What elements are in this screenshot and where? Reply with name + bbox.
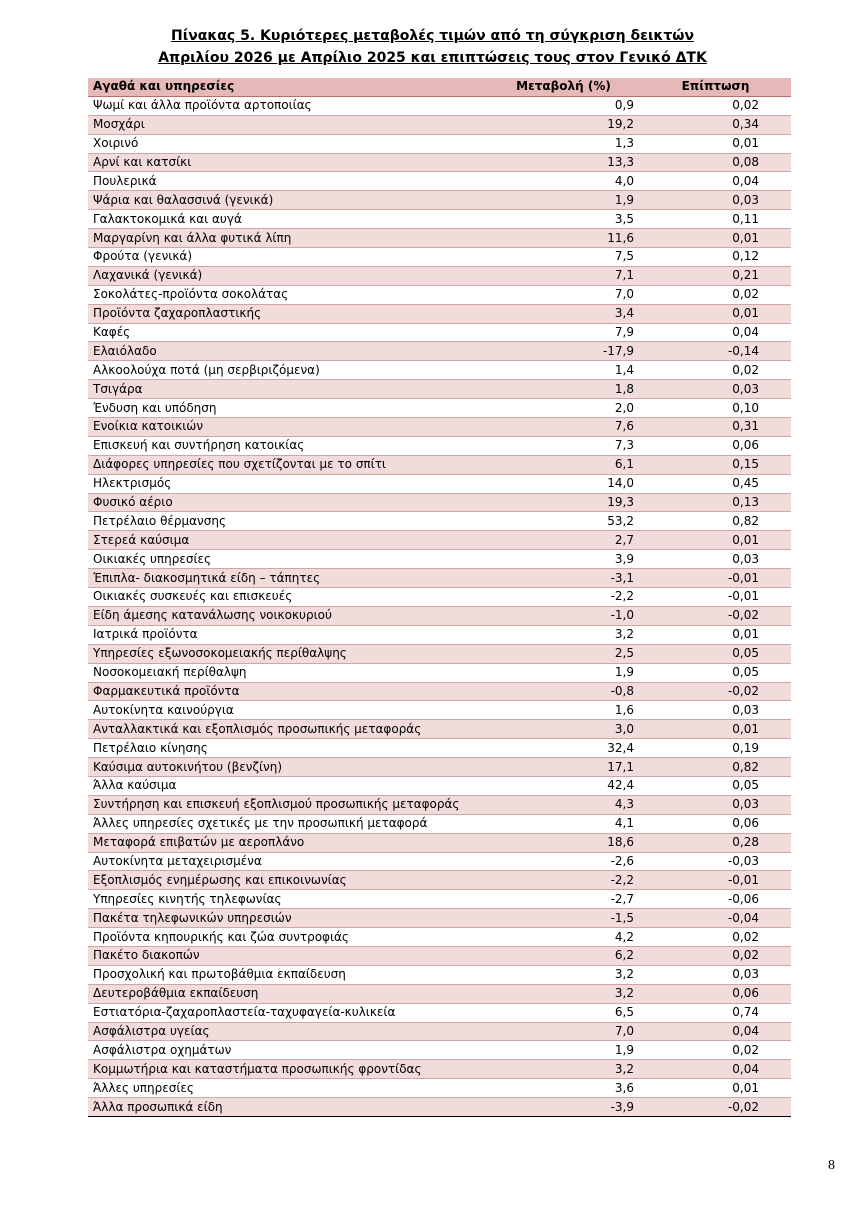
cell-change-percent: 1,9 <box>487 191 640 210</box>
cell-item-name: Προϊόντα κηπουρικής και ζώα συντροφιάς <box>88 928 487 947</box>
table-row <box>88 266 791 285</box>
cell-change-percent: 7,5 <box>487 248 640 267</box>
cell-item-name: Τσιγάρα <box>88 380 487 399</box>
cell-item-name: Φαρμακευτικά προϊόντα <box>88 682 487 701</box>
table-row <box>88 96 791 115</box>
table-row <box>88 606 791 625</box>
cell-impact: -0,01 <box>640 588 791 607</box>
cell-item-name: Προσχολική και πρωτοβάθμια εκπαίδευση <box>88 965 487 984</box>
cell-impact: 0,01 <box>640 720 791 739</box>
cell-item-name: Πετρέλαιο θέρμανσης <box>88 512 487 531</box>
cell-impact: 0,74 <box>640 1003 791 1022</box>
cell-item-name: Συντήρηση και επισκευή εξοπλισμού προσωπικής μεταφοράς <box>88 795 487 814</box>
cell-item-name: Ιατρικά προϊόντα <box>88 625 487 644</box>
table-row <box>88 739 791 758</box>
cell-item-name: Άλλες υπηρεσίες σχετικές με την προσωπική μεταφορά <box>88 814 487 833</box>
table-row <box>88 795 791 814</box>
cell-item-name: Υπηρεσίες κινητής τηλεφωνίας <box>88 890 487 909</box>
cell-item-name: Χοιρινό <box>88 134 487 153</box>
cell-impact: 0,34 <box>640 115 791 134</box>
cell-item-name: Αυτοκίνητα καινούργια <box>88 701 487 720</box>
cell-impact: 0,04 <box>640 1022 791 1041</box>
cell-change-percent: -0,8 <box>487 682 640 701</box>
cell-item-name: Πετρέλαιο κίνησης <box>88 739 487 758</box>
cell-impact: 0,02 <box>640 946 791 965</box>
cell-impact: -0,02 <box>640 1098 791 1117</box>
table-row <box>88 436 791 455</box>
cell-change-percent: 2,7 <box>487 531 640 550</box>
cell-impact: 0,06 <box>640 814 791 833</box>
cell-item-name: Σοκολάτες-προϊόντα σοκολάτας <box>88 285 487 304</box>
price-changes-table <box>88 78 791 1117</box>
cell-item-name: Έπιπλα- διακοσμητικά είδη – τάπητες <box>88 569 487 588</box>
cell-change-percent: 6,2 <box>487 946 640 965</box>
table-row <box>88 569 791 588</box>
table-row <box>88 531 791 550</box>
cell-impact: 0,03 <box>640 965 791 984</box>
cell-impact: 0,01 <box>640 531 791 550</box>
cell-impact: 0,31 <box>640 418 791 437</box>
cell-item-name: Πακέτο διακοπών <box>88 946 487 965</box>
cell-impact: 0,03 <box>640 380 791 399</box>
cell-impact: -0,06 <box>640 890 791 909</box>
cell-impact: -0,04 <box>640 909 791 928</box>
cell-impact: 0,04 <box>640 172 791 191</box>
cell-change-percent: 6,1 <box>487 455 640 474</box>
cell-change-percent: 1,3 <box>487 134 640 153</box>
cell-change-percent: 14,0 <box>487 474 640 493</box>
table-row <box>88 1041 791 1060</box>
table-row <box>88 493 791 512</box>
cell-change-percent: 1,8 <box>487 380 640 399</box>
cell-change-percent: 1,4 <box>487 361 640 380</box>
cell-impact: 0,02 <box>640 285 791 304</box>
cell-change-percent: 2,5 <box>487 644 640 663</box>
cell-item-name: Άλλες υπηρεσίες <box>88 1079 487 1098</box>
cell-impact: 0,03 <box>640 191 791 210</box>
page-number: 8 <box>828 1158 835 1173</box>
table-row <box>88 776 791 795</box>
cell-item-name: Μεταφορά επιβατών με αεροπλάνο <box>88 833 487 852</box>
cell-item-name: Ενοίκια κατοικιών <box>88 418 487 437</box>
cell-impact: 0,15 <box>640 455 791 474</box>
cell-change-percent: 2,0 <box>487 399 640 418</box>
cell-impact: 0,06 <box>640 436 791 455</box>
cell-change-percent: -1,5 <box>487 909 640 928</box>
table-row <box>88 418 791 437</box>
table-row <box>88 191 791 210</box>
cell-item-name: Μοσχάρι <box>88 115 487 134</box>
cell-impact: 0,01 <box>640 229 791 248</box>
table-row <box>88 1003 791 1022</box>
cell-impact: -0,01 <box>640 871 791 890</box>
table-row <box>88 550 791 569</box>
table-row <box>88 871 791 890</box>
table-row <box>88 928 791 947</box>
cell-change-percent: 4,2 <box>487 928 640 947</box>
table-row <box>88 1079 791 1098</box>
header-change-percent: Μεταβολή (%) <box>487 78 640 96</box>
table-row <box>88 474 791 493</box>
cell-change-percent: 3,9 <box>487 550 640 569</box>
cell-item-name: Αρνί και κατσίκι <box>88 153 487 172</box>
cell-change-percent: 6,5 <box>487 1003 640 1022</box>
table-body <box>88 96 791 1116</box>
cell-item-name: Αλκοολούχα ποτά (μη σερβιριζόμενα) <box>88 361 487 380</box>
cell-change-percent: 53,2 <box>487 512 640 531</box>
cell-item-name: Εστιατόρια-ζαχαροπλαστεία-ταχυφαγεία-κυλικεία <box>88 1003 487 1022</box>
table-row <box>88 172 791 191</box>
cell-change-percent: 7,0 <box>487 1022 640 1041</box>
cell-impact: 0,04 <box>640 1060 791 1079</box>
cell-impact: -0,01 <box>640 569 791 588</box>
cell-change-percent: 7,3 <box>487 436 640 455</box>
cell-item-name: Ψάρια και θαλασσινά (γενικά) <box>88 191 487 210</box>
table-row <box>88 833 791 852</box>
cell-item-name: Φρούτα (γενικά) <box>88 248 487 267</box>
table-row <box>88 890 791 909</box>
cell-item-name: Μαργαρίνη και άλλα φυτικά λίπη <box>88 229 487 248</box>
header-impact: Επίπτωση <box>640 78 791 96</box>
cell-item-name: Ανταλλακτικά και εξοπλισμός προσωπικής μεταφοράς <box>88 720 487 739</box>
table-row <box>88 115 791 134</box>
cell-change-percent: 4,0 <box>487 172 640 191</box>
cell-impact: 0,02 <box>640 96 791 115</box>
cell-change-percent: 3,5 <box>487 210 640 229</box>
cell-impact: 0,82 <box>640 758 791 777</box>
cell-item-name: Ασφάλιστρα οχημάτων <box>88 1041 487 1060</box>
cell-item-name: Λαχανικά (γενικά) <box>88 266 487 285</box>
cell-impact: 0,01 <box>640 134 791 153</box>
table-row <box>88 701 791 720</box>
table-row <box>88 134 791 153</box>
table-row <box>88 512 791 531</box>
cell-change-percent: 3,2 <box>487 1060 640 1079</box>
cell-change-percent: 11,6 <box>487 229 640 248</box>
cell-item-name: Εξοπλισμός ενημέρωσης και επικοινωνίας <box>88 871 487 890</box>
table-row <box>88 625 791 644</box>
cell-item-name: Νοσοκομειακή περίθαλψη <box>88 663 487 682</box>
cell-impact: 0,12 <box>640 248 791 267</box>
cell-impact: -0,02 <box>640 606 791 625</box>
cell-item-name: Πακέτα τηλεφωνικών υπηρεσιών <box>88 909 487 928</box>
cell-impact: 0,05 <box>640 644 791 663</box>
cell-item-name: Ελαιόλαδο <box>88 342 487 361</box>
cell-item-name: Κομμωτήρια και καταστήματα προσωπικής φροντίδας <box>88 1060 487 1079</box>
cell-change-percent: 32,4 <box>487 739 640 758</box>
cell-item-name: Αυτοκίνητα μεταχειρισμένα <box>88 852 487 871</box>
cell-item-name: Γαλακτοκομικά και αυγά <box>88 210 487 229</box>
table-row <box>88 946 791 965</box>
cell-change-percent: -1,0 <box>487 606 640 625</box>
cell-item-name: Ένδυση και υπόδηση <box>88 399 487 418</box>
table-row <box>88 361 791 380</box>
cell-impact: 0,06 <box>640 984 791 1003</box>
cell-impact: 0,11 <box>640 210 791 229</box>
cell-impact: 0,03 <box>640 550 791 569</box>
cell-change-percent: 4,1 <box>487 814 640 833</box>
table-row <box>88 342 791 361</box>
cell-item-name: Πουλερικά <box>88 172 487 191</box>
table-title-line-1: Πίνακας 5. Κυριότερες μεταβολές τιμών από τη σύγκριση δεικτών <box>171 28 694 44</box>
cell-impact: 0,02 <box>640 361 791 380</box>
cell-change-percent: 4,3 <box>487 795 640 814</box>
table-row <box>88 965 791 984</box>
cell-item-name: Άλλα προσωπικά είδη <box>88 1098 487 1117</box>
table-row <box>88 1098 791 1117</box>
cell-item-name: Ψωμί και άλλα προϊόντα αρτοποιίας <box>88 96 487 115</box>
cell-impact: 0,03 <box>640 701 791 720</box>
cell-item-name: Υπηρεσίες εξωνοσοκομειακής περίθαλψης <box>88 644 487 663</box>
cell-change-percent: 3,4 <box>487 304 640 323</box>
table-row <box>88 909 791 928</box>
cell-change-percent: 7,1 <box>487 266 640 285</box>
cell-change-percent: 7,0 <box>487 285 640 304</box>
table-row <box>88 399 791 418</box>
cell-impact: -0,14 <box>640 342 791 361</box>
cell-change-percent: 17,1 <box>487 758 640 777</box>
table-row <box>88 248 791 267</box>
cell-item-name: Άλλα καύσιμα <box>88 776 487 795</box>
cell-impact: 0,21 <box>640 266 791 285</box>
cell-impact: 0,82 <box>640 512 791 531</box>
table-row <box>88 380 791 399</box>
cell-impact: 0,01 <box>640 1079 791 1098</box>
table-row <box>88 229 791 248</box>
table-row <box>88 285 791 304</box>
cell-change-percent: 13,3 <box>487 153 640 172</box>
table-header-row <box>88 78 791 96</box>
cell-change-percent: 3,0 <box>487 720 640 739</box>
cell-item-name: Ασφάλιστρα υγείας <box>88 1022 487 1041</box>
cell-impact: 0,08 <box>640 153 791 172</box>
table-title-line-2: Απριλίου 2026 με Απρίλιο 2025 και επιπτώσεις τους στον Γενικό ΔΤΚ <box>158 50 707 66</box>
cell-item-name: Προϊόντα ζαχαροπλαστικής <box>88 304 487 323</box>
cell-impact: 0,04 <box>640 323 791 342</box>
cell-change-percent: -2,2 <box>487 871 640 890</box>
cell-change-percent: 19,3 <box>487 493 640 512</box>
table-row <box>88 984 791 1003</box>
cell-item-name: Δευτεροβάθμια εκπαίδευση <box>88 984 487 1003</box>
cell-impact: 0,01 <box>640 304 791 323</box>
cell-impact: 0,19 <box>640 739 791 758</box>
cell-item-name: Καφές <box>88 323 487 342</box>
cell-change-percent: -3,9 <box>487 1098 640 1117</box>
cell-change-percent: -2,2 <box>487 588 640 607</box>
cell-change-percent: 7,6 <box>487 418 640 437</box>
cell-impact: -0,03 <box>640 852 791 871</box>
cell-impact: 0,13 <box>640 493 791 512</box>
cell-impact: 0,05 <box>640 663 791 682</box>
cell-change-percent: -3,1 <box>487 569 640 588</box>
header-goods-services: Αγαθά και υπηρεσίες <box>88 78 487 96</box>
cell-impact: 0,10 <box>640 399 791 418</box>
table-row <box>88 720 791 739</box>
cell-impact: 0,28 <box>640 833 791 852</box>
cell-change-percent: -2,6 <box>487 852 640 871</box>
table-row <box>88 323 791 342</box>
cell-impact: 0,03 <box>640 795 791 814</box>
table-row <box>88 455 791 474</box>
cell-item-name: Καύσιμα αυτοκινήτου (βενζίνη) <box>88 758 487 777</box>
cell-change-percent: -17,9 <box>487 342 640 361</box>
table-row <box>88 814 791 833</box>
cell-change-percent: 3,2 <box>487 625 640 644</box>
cell-change-percent: 19,2 <box>487 115 640 134</box>
cell-item-name: Είδη άμεσης κατανάλωσης νοικοκυριού <box>88 606 487 625</box>
cell-impact: -0,02 <box>640 682 791 701</box>
cell-impact: 0,01 <box>640 625 791 644</box>
cell-item-name: Οικιακές υπηρεσίες <box>88 550 487 569</box>
table-row <box>88 304 791 323</box>
cell-change-percent: -2,7 <box>487 890 640 909</box>
cell-change-percent: 3,2 <box>487 965 640 984</box>
cell-item-name: Επισκευή και συντήρηση κατοικίας <box>88 436 487 455</box>
cell-item-name: Οικιακές συσκευές και επισκευές <box>88 588 487 607</box>
cell-impact: 0,02 <box>640 1041 791 1060</box>
cell-impact: 0,45 <box>640 474 791 493</box>
table-row <box>88 1022 791 1041</box>
table-row <box>88 682 791 701</box>
table-row <box>88 210 791 229</box>
cell-item-name: Φυσικό αέριο <box>88 493 487 512</box>
cell-change-percent: 0,9 <box>487 96 640 115</box>
cell-impact: 0,05 <box>640 776 791 795</box>
cell-item-name: Ηλεκτρισμός <box>88 474 487 493</box>
cell-change-percent: 3,6 <box>487 1079 640 1098</box>
cell-change-percent: 18,6 <box>487 833 640 852</box>
table-row <box>88 153 791 172</box>
cell-change-percent: 1,9 <box>487 1041 640 1060</box>
cell-change-percent: 1,6 <box>487 701 640 720</box>
cell-impact: 0,02 <box>640 928 791 947</box>
table-row <box>88 758 791 777</box>
table-row <box>88 644 791 663</box>
cell-item-name: Διάφορες υπηρεσίες που σχετίζονται με το σπίτι <box>88 455 487 474</box>
cell-change-percent: 7,9 <box>487 323 640 342</box>
table-row <box>88 588 791 607</box>
table-row <box>88 1060 791 1079</box>
table-row <box>88 852 791 871</box>
cell-change-percent: 42,4 <box>487 776 640 795</box>
cell-change-percent: 1,9 <box>487 663 640 682</box>
cell-item-name: Στερεά καύσιμα <box>88 531 487 550</box>
cell-change-percent: 3,2 <box>487 984 640 1003</box>
table-row <box>88 663 791 682</box>
